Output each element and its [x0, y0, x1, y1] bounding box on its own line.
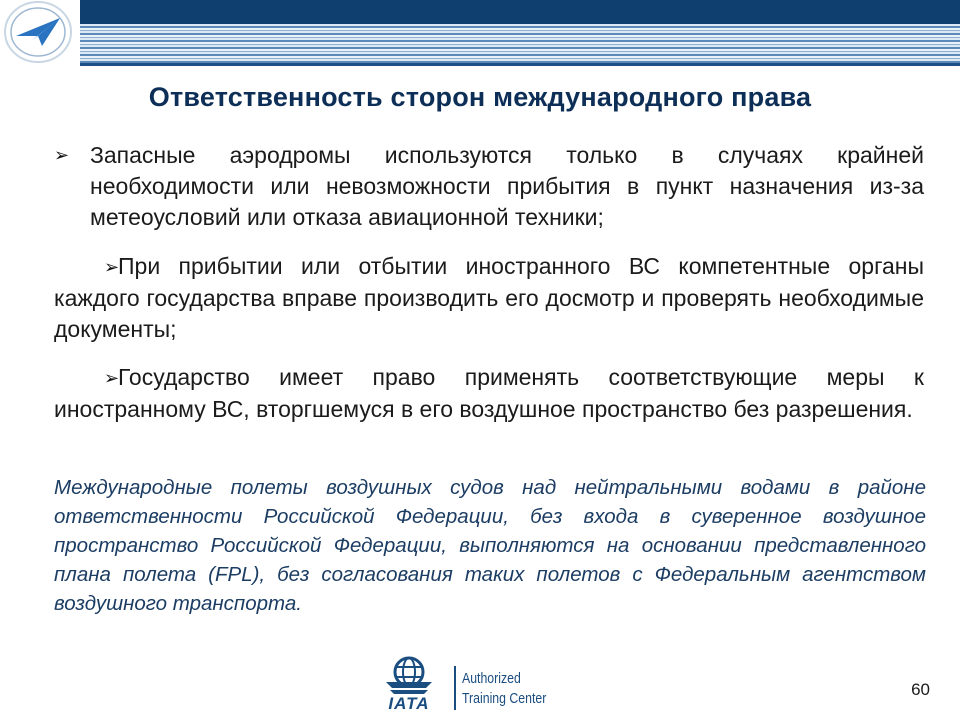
bullet-text: Государство имеет право применять соответствующие меры к иностранному ВС, вторгшемуся в его воздушное пространство без разрешения.	[54, 364, 924, 422]
iata-logo	[372, 652, 572, 712]
italic-note: Международные полеты воздушных судов над нейтральными водами в районе ответственности Российской Федерации, без входа в суверенное воздушное пространство Российской Федерации, выполняются на основании представленного плана полета (FPL), без согласования таких полетов с Федеральным агентством воздушного транспорта.	[54, 476, 926, 615]
bullet-text: Запасные аэродромы используются только в случаях крайней необходимости или невозможности прибытия в пункт назначения из-за метеоусловий или отказа авиационной техники;	[90, 142, 924, 230]
bullet-text: При прибытии или отбытии иностранного ВС компетентные органы каждого государства вправе производить его досмотр и проверять необходимые документы;	[54, 253, 924, 342]
arrow-bullet-icon: ➢	[54, 145, 70, 165]
iata-wordmark: IATA	[388, 694, 430, 713]
logo-line-2: Training Center	[462, 690, 547, 707]
page-title: Ответственность сторон международного права	[148, 82, 812, 112]
plane-emblem-icon	[2, 0, 74, 64]
header-dark-band	[80, 0, 960, 24]
bullet-item	[54, 251, 924, 345]
globe-icon	[386, 652, 432, 696]
header-band	[0, 0, 960, 66]
bullet-item	[54, 140, 924, 233]
arrow-bullet-icon: ➢	[104, 368, 120, 388]
logo-separator	[454, 666, 456, 710]
page-number: 60	[911, 680, 930, 699]
arrow-bullet-icon: ➢	[104, 257, 120, 277]
header-stripes	[80, 24, 960, 66]
bullet-item	[54, 362, 924, 425]
logo-line-1: Authorized	[462, 670, 521, 687]
